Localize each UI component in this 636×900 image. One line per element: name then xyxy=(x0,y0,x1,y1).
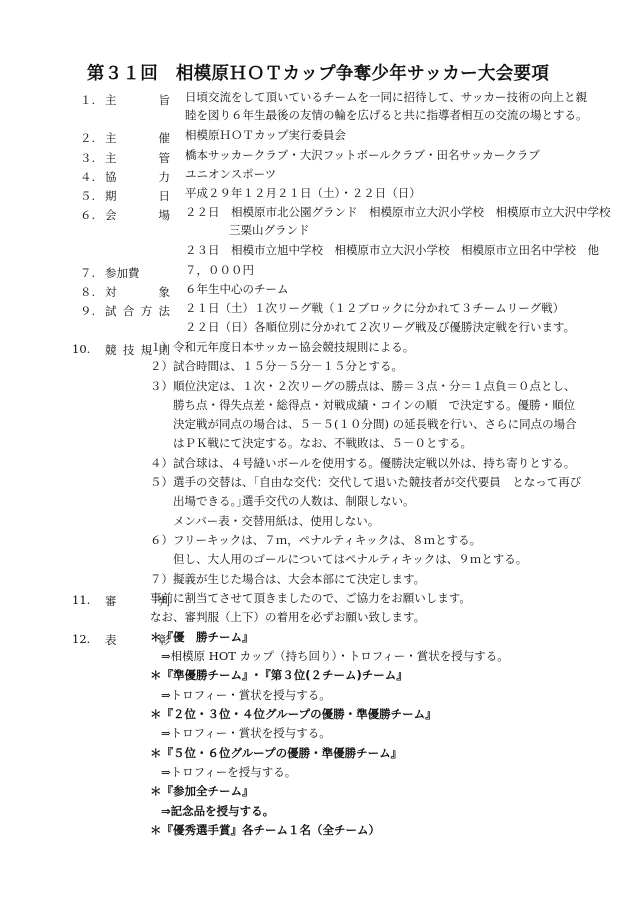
section-number: １. xyxy=(80,93,96,107)
section-label: 会 場 xyxy=(105,208,170,222)
section-number: ４. xyxy=(80,170,96,184)
award-prize: ⇒記念品を授与する。 xyxy=(161,804,275,818)
award-category: ＊『優秀選手賞』各チーム１名（全チーム） xyxy=(150,823,380,837)
rule-text: ６）フリーキックは、７ｍ，ペナルティキックは、８ｍとする。 xyxy=(150,533,482,547)
section-text: ユニオンスポーツ xyxy=(185,167,277,181)
section-label: 表 彰 xyxy=(105,633,170,647)
section-text: ２３日 相模市立旭中学校 相模原市立大沢小学校 相模原市立田名中学校 他 xyxy=(185,243,599,257)
section-text: ７，０００円 xyxy=(185,263,254,277)
section-text: ２２日 相模原市北公園グランド 相模原市立大沢小学校 相模原市立大沢中学校 xyxy=(185,205,611,219)
section-text: なお、審判服（上下）の着用を必ずお願い致します。 xyxy=(150,610,426,624)
section-text: ２２日（日）各順位別に分かれて２次リーグ戦及び優勝決定戦を行います。 xyxy=(185,320,576,334)
rule-text: 勝ち点・得失点差・総得点・対戦成績・コインの順 で決定する。優勝・順位 xyxy=(173,398,576,412)
section-label: 競技規則 xyxy=(105,343,170,357)
section-label: 協 力 xyxy=(105,170,170,184)
rule-text: ４）試合球は、４号縫いボールを使用する。優勝決定戦以外は、持ち寄りとする。 xyxy=(150,456,576,470)
award-category: ＊『準優勝チーム』･『第３位(２チーム)チーム』 xyxy=(150,668,408,682)
section-text: 日頃交流をして頂いているチームを一同に招待して、サッカー技術の向上と親 xyxy=(185,90,588,104)
section-label: 主 管 xyxy=(105,151,170,165)
section-label: 主 旨 xyxy=(105,93,170,107)
section-label: 審 判 xyxy=(105,594,170,608)
section-label: 対 象 xyxy=(105,285,170,299)
rule-text: ７）擬義が生じた場合は、大会本部にて決定します。 xyxy=(150,572,426,586)
section-label: 参加費 xyxy=(105,266,140,280)
section-number: 10. xyxy=(72,342,91,356)
section-text: 事前に割当てさせて頂きましたので、ご協力をお願いします。 xyxy=(150,591,471,605)
section-text: 睦を図り６年生最後の友情の輪を広げると共に指導者相互の交流の場とする。 xyxy=(185,108,588,122)
section-number: ８. xyxy=(80,285,96,299)
section-text: 三栗山グランド xyxy=(229,223,310,237)
section-number: ６. xyxy=(80,208,96,222)
section-label: 試合方法 xyxy=(105,304,170,318)
section-number: ７. xyxy=(80,266,96,280)
rule-text: 但し、大人用のゴールについてはペナルティキックは、９ｍとする。 xyxy=(173,552,528,566)
section-label: 主 催 xyxy=(105,131,170,145)
section-number: 11. xyxy=(72,593,91,607)
section-number: ９. xyxy=(80,304,96,318)
rule-text: １）令和元年度日本サッカー協会競技規則による。 xyxy=(150,340,415,354)
rule-text: ２）試合時間は、１５分－５分－１５分とする。 xyxy=(150,359,403,373)
section-text: 橋本サッカークラブ・大沢フットボールクラブ・田名サッカークラブ xyxy=(185,148,540,162)
award-prize: ⇒トロフィー・賞状を授与する。 xyxy=(161,726,331,740)
section-number: 12. xyxy=(72,632,91,646)
award-category: ＊『２位・３位・４位グループの優勝・準優勝チーム』 xyxy=(150,707,437,721)
award-prize: ⇒トロフィーを授与する。 xyxy=(161,765,297,779)
rule-text: メンバー表・交替用紙は、使用しない。 xyxy=(173,514,380,528)
rule-text: はＰＫ戦にて決定する。なお、不戦敗は、５－０とする。 xyxy=(173,436,472,450)
award-category: ＊『参加全チーム』 xyxy=(150,784,254,798)
section-number: ３. xyxy=(80,151,96,165)
section-text: 相模原ＨＯＴカップ実行委員会 xyxy=(185,128,346,142)
award-prize: ⇒トロフィー・賞状を授与する。 xyxy=(161,688,331,702)
rule-text: ３）順位決定は、１次・２次リーグの勝点は、勝＝３点・分＝１点負＝０点とし、 xyxy=(150,379,576,393)
section-text: 平成２９年１２月２１日（土）・２２日（日） xyxy=(185,186,421,200)
rule-text: ５）選手の交替は、｢自由な交代：交代して退いた競技者が交代要員 となって再び xyxy=(150,475,582,489)
rule-text: 決定戦が同点の場合は、５－５(１０分間) の延長戦を行い、さらに同点の場合 xyxy=(173,417,577,431)
section-number: ５. xyxy=(80,189,96,203)
section-text: ２１日（土）１次リーグ戦（１２ブロックに分かれて３チームリーグ戦） xyxy=(185,301,565,315)
section-text: ６年生中心のチーム xyxy=(185,282,289,296)
award-category: ＊『５位・６位グループの優勝・準優勝チーム』 xyxy=(150,746,403,760)
section-label: 期 日 xyxy=(105,189,170,203)
rule-text: 出場できる。｣選手交代の人数は、制限しない。 xyxy=(173,494,415,508)
section-number: ２. xyxy=(80,131,96,145)
award-prize: ⇒相模原 HOT カップ（持ち回り）・トロフィー・賞状を授与する。 xyxy=(161,649,509,663)
award-category: ＊『優 勝チーム』 xyxy=(150,630,254,644)
document-title: 第３１回 相模原ＨＯＴカップ争奪少年サッカー大会要項 xyxy=(86,64,550,84)
